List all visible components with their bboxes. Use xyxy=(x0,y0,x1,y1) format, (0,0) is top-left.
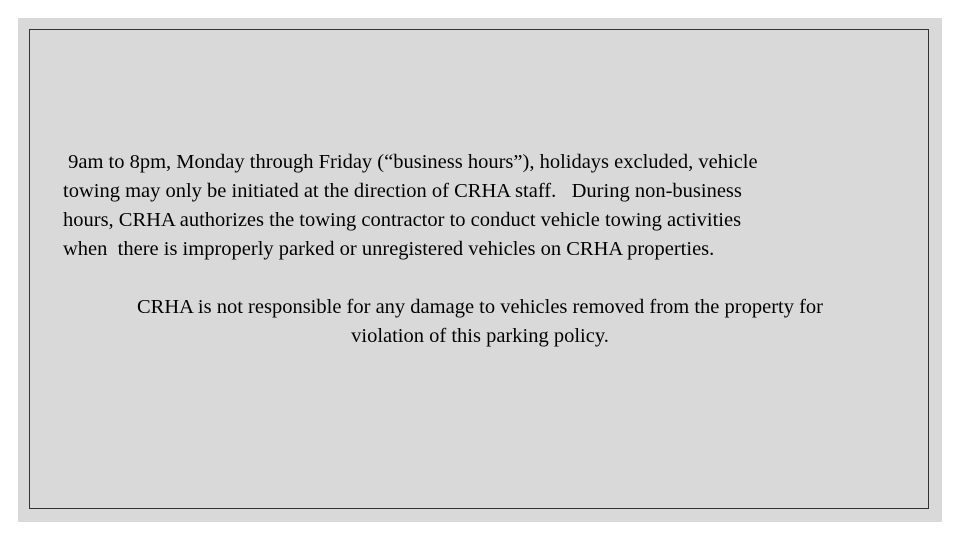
text-line: CRHA is not responsible for any damage to vehicles removed from the property for xyxy=(136,296,823,318)
slide-border xyxy=(29,29,929,509)
text-line: hours, CRHA authorizes the towing contractor to conduct vehicle towing activities xyxy=(63,209,742,231)
slide xyxy=(18,18,942,522)
text-line: 9am to 8pm, Monday through Friday (“business hours”), holidays excluded, vehicle xyxy=(63,151,758,173)
text-line: when there is improperly parked or unregistered vehicles on CRHA properties. xyxy=(63,238,715,260)
text-line: towing may only be initiated at the direction of CRHA staff. During non-business xyxy=(63,180,742,202)
text-line: violation of this parking policy. xyxy=(351,325,609,347)
liability-disclaimer xyxy=(60,293,900,351)
towing-hours-paragraph xyxy=(63,148,903,264)
